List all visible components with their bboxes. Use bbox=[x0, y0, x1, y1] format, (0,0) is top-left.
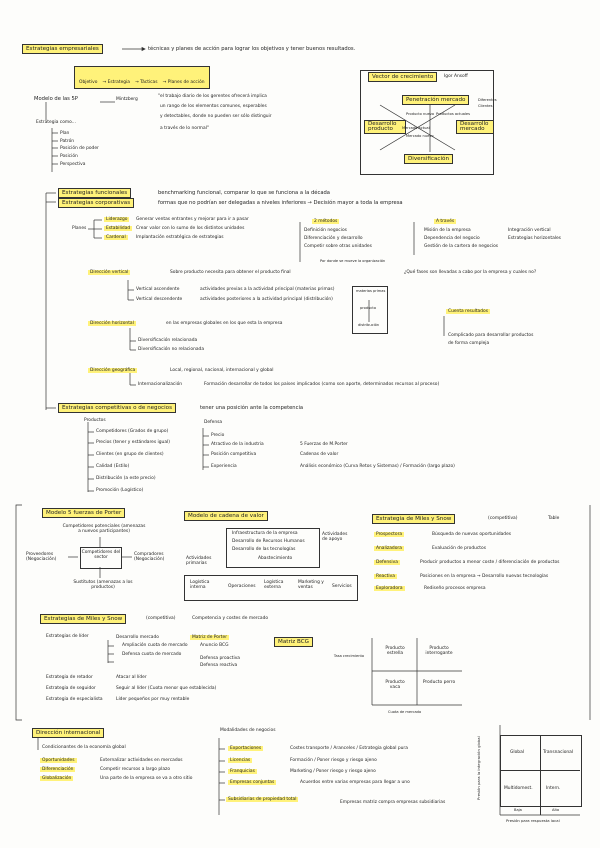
miles-row-4-v: Posiciones en la empresa → Desarrollo nuevas tecnologías bbox=[420, 574, 549, 579]
productos-title: Productos bbox=[84, 418, 106, 423]
vertical-ascendente-label: Vertical ascendente bbox=[136, 287, 180, 292]
ansoff-desarrollo-mercado: Desarrollo mercado bbox=[456, 120, 494, 134]
opt-estabilidad-desc: Crear valor con lo sumo de los distintos unidades bbox=[136, 226, 245, 231]
lider-extra-1: Anuncio BCG bbox=[200, 643, 229, 648]
vertical-ascendente-desc: actividades previas a la actividad principal (materias primas) bbox=[200, 287, 335, 292]
miles-row-5-v: Rediseño procesos empresa bbox=[424, 586, 486, 591]
opt-liderazgo: Liderazgo bbox=[106, 217, 128, 222]
competitivas-desc: tener una posición ante la competencia bbox=[200, 405, 304, 411]
intl-row-3-v: Una parte de la empresa se va a otro sitio bbox=[100, 776, 193, 781]
ansoff-diversificacion: Diversificación bbox=[404, 154, 453, 164]
retador-label: Estrategia de retador bbox=[46, 675, 93, 680]
miles-row-2-v: Evaluación de productos bbox=[432, 546, 486, 551]
subsidiarias-label: Subsidiarias de propiedad total bbox=[228, 797, 297, 802]
vertical-descendente-label: Vertical descendente bbox=[136, 297, 183, 302]
direccion-vertical-title: Dirección vertical bbox=[90, 270, 129, 275]
seguidor-desc: Seguir al líder (Cuota menor que establecida) bbox=[116, 686, 217, 691]
def-r-1: 5 Fuerzas de M.Porter bbox=[300, 442, 348, 447]
vertical-desc: Sobre producto necesita para obtener el producto final bbox=[170, 270, 291, 275]
intl-row-1-v: Externalizar actividades en mercados bbox=[100, 758, 183, 763]
ansoff-label-productos: Productos actuales bbox=[436, 112, 471, 116]
miles-snow-note: Table bbox=[548, 516, 560, 521]
prod-5: Distribución (a este precio) bbox=[96, 476, 156, 481]
estrategias-description: técnicas y planes de acción para lograr los objetivos y tener buenos resultados. bbox=[148, 46, 356, 52]
def-3: Posición competitiva bbox=[211, 452, 257, 457]
cadena-cell-3: Logística externa bbox=[264, 580, 284, 590]
intl-mid-3-v: Marketing / Poner riesgo y riesgo ajeno bbox=[290, 769, 376, 774]
miles-row-1-v: Búsqueda de nuevas oportunidades bbox=[432, 532, 512, 537]
cuenta-desc-1: Complicado para desarrollar productos bbox=[448, 333, 534, 338]
competencia-desc: Competencia y costes de mercado bbox=[192, 616, 269, 621]
intl-mid-2-v: Formación / Poner riesgo y riesgo ajeno bbox=[290, 758, 377, 763]
porter-right: Compradores (Negociación) bbox=[134, 552, 165, 562]
estrategias-funcionales-title: Estrategias funcionales bbox=[58, 188, 131, 198]
bcg-vaca: Producto vaca bbox=[385, 680, 405, 690]
cadena-cell-5: Servicios bbox=[332, 584, 352, 589]
bcg-interrogante: Producto interrogante bbox=[425, 646, 453, 656]
opt-cardenal-desc: Implantación estratégica de estrategias bbox=[136, 235, 224, 240]
miles-row-3-v: Producir productos a menor coste / diferenciación de productos bbox=[420, 560, 560, 565]
vertical-materias: materias primas bbox=[356, 289, 386, 293]
especialista-label: Estrategia de especialista bbox=[46, 697, 103, 702]
miles-snow-sub: (competitiva) bbox=[488, 516, 518, 521]
intl-row-2-k: Diferenciación bbox=[42, 767, 74, 772]
cadena-top-3: Desarrollo de las tecnologías bbox=[232, 547, 296, 552]
estrategias-competitivas-title: Estrategias competitivas o de negocios bbox=[58, 403, 176, 413]
porter-left: Proveedores (Negociación) bbox=[26, 552, 57, 562]
intl-row-2-v: Competir recursos a largo plazo bbox=[100, 767, 171, 772]
prod-6: Promoción (Logístico) bbox=[96, 488, 144, 493]
mintzberg-quote-4: a través de lo normal" bbox=[160, 126, 209, 131]
lider-2: Ampliación cuota de mercado bbox=[122, 643, 188, 648]
lider-extra-2: Defensa proactiva bbox=[200, 656, 241, 661]
competencia-title: Estrategias de Miles y Snow bbox=[40, 614, 126, 624]
horizontal-item-1: Diversificación relacionada bbox=[138, 338, 198, 343]
intl-mid-4-v: Acuerdos entre varias empresas para llegar a uno bbox=[300, 780, 410, 785]
intl-matrix-hline bbox=[500, 770, 580, 771]
intl-mid-4-k: Empresas conjuntas bbox=[230, 780, 275, 785]
def-r-2: Cadenas de valor bbox=[300, 452, 339, 457]
prod-1: Competidores (Grados de grupo) bbox=[96, 429, 169, 434]
mintzberg-label: Mintzberg bbox=[116, 97, 138, 102]
prod-3: Clientes (en grupo de clientes) bbox=[96, 452, 164, 457]
opt-estabilidad: Estabilidad bbox=[106, 226, 131, 231]
mid-item-1: Definición negocios bbox=[304, 228, 347, 233]
def-2: Atractivo de la industria bbox=[211, 442, 264, 447]
direccion-geografica-title: Dirección geográfica bbox=[90, 368, 136, 373]
p-perspectiva: Perspectiva bbox=[60, 162, 86, 167]
intl-mx-internacional: Intern. bbox=[546, 786, 561, 791]
intl-axis-baja: Baja bbox=[514, 808, 522, 812]
def-4: Experiencia bbox=[211, 464, 237, 469]
intl-row-3-k: Globalización bbox=[42, 776, 72, 781]
p-plan: Plan bbox=[60, 131, 70, 136]
especialista-desc: Líder pequeños por muy rentable bbox=[116, 697, 190, 702]
right-item-3: Gestión de la cartera de negocios bbox=[424, 244, 499, 249]
def-r-3: Análisis económico (Curva Retos y Sistemas) / Formación (largo plazo) bbox=[300, 464, 455, 469]
cadena-side: Actividades primarias bbox=[186, 556, 212, 566]
mid-item-3: Competir sobre otras unidades bbox=[304, 244, 372, 249]
ansoff-label-mercado-actual: Mercado actual bbox=[402, 126, 430, 130]
direccion-horizontal-title: Dirección horizontal bbox=[90, 321, 134, 326]
mid-note: Por donde se mueve la organización bbox=[320, 259, 386, 263]
intl-matrix-vline bbox=[540, 735, 541, 815]
porter-bottom: Sustitutos (amenazas a los productos) bbox=[73, 580, 133, 590]
porter-top: Competidores potenciales (amenazas a nuevos participantes) bbox=[62, 524, 146, 534]
internacionalizacion-desc: Formación desarrollar de todos los países implicados (como son aporte, determinados recursos al proceso) bbox=[204, 382, 440, 387]
intl-mid-2-k: Licencias bbox=[230, 758, 251, 763]
cuenta-desc-2: de forma compleja bbox=[448, 341, 490, 346]
prod-4: Calidad (Estilo) bbox=[96, 464, 130, 469]
vector-crecimiento-title: Vector de crecimiento bbox=[368, 72, 437, 82]
miles-row-5-k: Exploradora bbox=[376, 586, 403, 591]
mintzberg-quote-3: y detectables, donde no pueden ser sólo distinguir bbox=[160, 114, 272, 119]
funcionales-desc: benchmarking funcional, comparar lo que se funciona a la década bbox=[158, 190, 330, 196]
prod-2: Precios (tener y estándares igual) bbox=[96, 440, 170, 445]
miles-row-3-k: Defensiva bbox=[376, 560, 398, 565]
matriz-porter-tag: Matriz de Porter bbox=[192, 635, 228, 640]
p-posicion-poder: Posición de poder bbox=[60, 146, 99, 151]
p-posicion: Posición bbox=[60, 154, 78, 159]
chain-tacticas: Tácticas bbox=[140, 80, 158, 85]
lider-3: Defensa cuota de mercado bbox=[122, 652, 182, 657]
mid-title: 2 métodos bbox=[314, 219, 338, 224]
porter-title: Modelo 5 fuerzas de Porter bbox=[42, 508, 125, 518]
estrategia-lider-label: Estrategias de líder bbox=[46, 634, 89, 639]
intl-mid-1-k: Exportaciones bbox=[230, 746, 262, 751]
chain-arrow: → bbox=[135, 80, 141, 85]
cadena-top-4: Abastecimiento bbox=[258, 556, 293, 561]
intl-mid-3-k: Franquicias bbox=[230, 769, 255, 774]
internacionalizacion-label: Internacionalización bbox=[138, 382, 183, 387]
intl-axis-y: Presión para la integración global bbox=[476, 736, 481, 800]
ansoff-note-2: Clientes bbox=[478, 104, 493, 108]
mid-item-2: Diferenciación y desarrollo bbox=[304, 236, 363, 241]
opt-liderazgo-desc: Generar ventas entrantes y mejorar para ir a pasar bbox=[136, 217, 249, 222]
objective-chain bbox=[74, 66, 210, 89]
bcg-axis-y: Tasa crecimiento bbox=[333, 654, 365, 658]
miles-row-2-k: Analizadora bbox=[376, 546, 402, 551]
lider-1: Desarrollo mercado bbox=[116, 635, 159, 640]
cadena-valor-title: Modelo de cadena de valor bbox=[184, 511, 268, 521]
chain-estrategia: Estrategia bbox=[107, 80, 130, 85]
intl-sub: Condicionantes de la economía global bbox=[42, 745, 126, 750]
miles-row-4-k: Reactiva bbox=[376, 574, 395, 579]
right2-item-1: Integración vertical bbox=[508, 228, 551, 233]
bcg-axis-x: Cuota de mercado bbox=[388, 710, 422, 714]
intl-mid-1-v: Costes transporte / Aranceles / Estrategia global pura bbox=[290, 746, 408, 751]
p-patron: Patrón bbox=[60, 139, 75, 144]
porter-center: Competidores del sector bbox=[80, 547, 122, 569]
chain-arrow: → bbox=[102, 80, 108, 85]
intl-matrix bbox=[500, 735, 582, 807]
miles-snow-title: Estrategia de Miles y Snow bbox=[372, 514, 455, 524]
chain-planes: Planes de acción bbox=[167, 80, 205, 85]
chain-arrow: → bbox=[162, 80, 168, 85]
lider-extra-3: Defensa reactiva bbox=[200, 663, 238, 668]
intl-mx-transnacional: Transnacional bbox=[543, 750, 574, 755]
competencia-sub: (competitiva) bbox=[146, 616, 176, 621]
chain-objetivo: Objetivo bbox=[79, 80, 98, 85]
vertical-producto: producto bbox=[360, 306, 377, 310]
retador-desc: Atacar al líder bbox=[116, 675, 147, 680]
ansoff-penetracion: Penetración mercado bbox=[402, 95, 469, 105]
intl-axis-x: Presión para respuesta local bbox=[506, 818, 560, 823]
right-title: A través bbox=[436, 219, 455, 224]
mintzberg-quote-1: "el trabajo diario de los gerentes ofrecerá implica bbox=[158, 94, 267, 99]
matriz-bcg-tag: Matriz BCG bbox=[274, 637, 313, 647]
ansoff-label-producto-nuevo: Producto nuevo bbox=[406, 112, 435, 116]
estrategias-corporativas-title: Estrategias corporativas bbox=[58, 198, 134, 208]
seguidor-label: Estrategia de seguidor bbox=[46, 686, 96, 691]
defensa-title: Defensa bbox=[204, 420, 223, 425]
estrategia-como: Estrategia como... bbox=[36, 120, 76, 125]
intl-axis-alta: Alta bbox=[552, 808, 560, 812]
planes-label: Planes bbox=[72, 226, 87, 231]
cadena-cell-4: Marketing y ventas bbox=[298, 580, 324, 590]
cadena-top-2: Desarrollo de Recursos Humanos bbox=[232, 539, 305, 544]
section-title-estrategias: Estrategias empresariales bbox=[22, 44, 103, 54]
right-item-1: Misión de la empresa bbox=[424, 228, 471, 233]
cadena-top-1: Infraestructura de la empresa bbox=[232, 531, 298, 536]
bcg-perro: Producto perro bbox=[422, 680, 456, 685]
intl-row-1-k: Oportunidades bbox=[42, 758, 75, 763]
intl-mx-multidomestica: Multidomest. bbox=[504, 786, 533, 791]
intl-mx-global: Global bbox=[510, 750, 525, 755]
cadena-cell-2: Operaciones bbox=[228, 584, 256, 589]
mintzberg-quote-2: un rango de los elementos comunes, esperables bbox=[160, 104, 267, 109]
intl-mid-title: Modalidades de negocios bbox=[220, 728, 276, 733]
modelo-5p-title: Modelo de las 5P bbox=[34, 96, 78, 102]
corporativas-desc: formas que no podrían ser delegadas a niveles inferiores → Decisión mayor a toda la empresa bbox=[158, 200, 403, 206]
cadena-right: Actividades de apoyo bbox=[322, 532, 348, 542]
right-item-2: Dependencia del negocio bbox=[424, 236, 480, 241]
right2-item-2: Estrategias horizontales bbox=[508, 236, 561, 241]
ansoff-author: Igor Ansoff bbox=[444, 74, 468, 79]
geografica-desc: Local, regional, nacional, internacional y global bbox=[170, 368, 274, 373]
vertical-descendente-desc: actividades posteriores a la actividad principal (distribución) bbox=[200, 297, 333, 302]
horizontal-item-2: Diversificación no relacionada bbox=[138, 347, 205, 352]
cadena-cell-1: Logística interna bbox=[190, 580, 210, 590]
cuenta-resultados: Cuenta resultados bbox=[448, 309, 489, 314]
vertical-distribucion: distribución bbox=[358, 323, 380, 327]
horizontal-desc: en las empresas globales en los que esta la empresa bbox=[166, 321, 283, 326]
subsidiarias-desc: Empresas matriz compra empresas subsidiarias bbox=[340, 800, 446, 805]
direccion-internacional-title: Dirección internacional bbox=[32, 728, 104, 738]
miles-row-1-k: Prospectora bbox=[376, 532, 403, 537]
ansoff-label-mercado-nuevo: Mercado nuevo bbox=[406, 134, 434, 138]
ansoff-desarrollo-producto: Desarrollo producto bbox=[364, 120, 406, 134]
bcg-estrella: Producto estrella bbox=[385, 646, 405, 656]
vertical-question: ¿Qué fases son llevadas a cabo por la empresa y cuales no? bbox=[404, 270, 537, 275]
ansoff-note-1: Diferentes bbox=[478, 98, 497, 102]
opt-cardenal: Cardenal bbox=[106, 235, 126, 240]
def-1: Precio bbox=[211, 433, 225, 438]
